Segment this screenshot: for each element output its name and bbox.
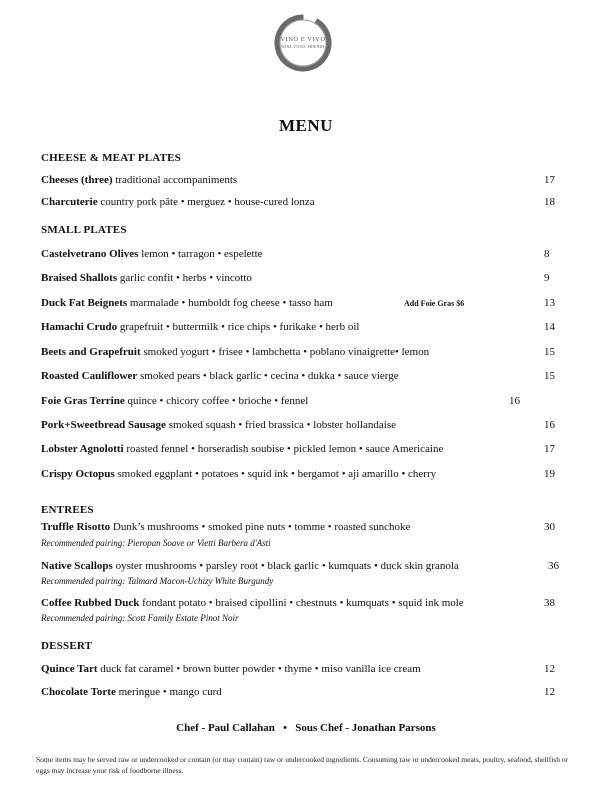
item-price: 12 — [544, 663, 555, 675]
menu-item — [41, 597, 581, 609]
item-name: Duck Fat Beignets — [41, 297, 128, 309]
item-price: 15 — [544, 370, 555, 382]
item-description: grapefruit • buttermilk • rice chips • furikake • herb oil — [117, 321, 360, 333]
menu-item — [41, 196, 581, 208]
wine-pairing: Recommended pairing: Pieropan Soave or Vietti Barbera d'Asti — [41, 538, 271, 548]
item-price: 13 — [544, 297, 555, 309]
item-name: Crispy Octopus — [41, 468, 115, 480]
chef-credits: Chef - Paul Callahan • Sous Chef - Jonathan Parsons — [176, 722, 436, 734]
item-description: oyster mushrooms • parsley root • black garlic • kumquats • duck skin granola — [112, 560, 459, 572]
item-description: traditional accompaniments — [112, 174, 238, 186]
menu-item — [41, 560, 581, 572]
logo-tagline: WINE, FOOD, FRIENDS — [281, 45, 325, 49]
item-name: Coffee Rubbed Duck — [41, 597, 140, 609]
item-price: 12 — [544, 686, 555, 698]
wine-pairing: Recommended pairing: Talmard Macon-Uchizy White Burgundy — [41, 576, 274, 586]
item-description: roasted fennel • horseradish soubise • pickled lemon • sauce Americaine — [123, 443, 444, 455]
item-price: 17 — [544, 174, 555, 186]
menu-item — [41, 419, 581, 431]
restaurant-logo — [272, 12, 334, 74]
food-safety-disclaimer: Some items may be served raw or undercooked or contain (or may contain) raw or undercooked ingredients. Consuming raw or undercooked meats, poultry, seafood, shellfish or eggs may increase your risk of foodborne illness. — [36, 755, 569, 775]
menu-item — [41, 370, 581, 382]
menu-item — [41, 272, 581, 284]
item-description: country pork pâte • merguez • house-cured lonza — [97, 196, 315, 208]
item-price: 30 — [544, 521, 555, 533]
item-name: Roasted Cauliflower — [41, 370, 138, 382]
menu-item — [41, 663, 581, 675]
item-description: smoked squash • fried brassica • lobster hollandaise — [165, 419, 397, 431]
item-description: lemon • tarragon • espelette — [138, 248, 263, 260]
item-description: smoked yogurt • frisee • lambchetta • poblano vinaigrette• lemon — [140, 346, 430, 358]
item-price: 18 — [544, 196, 555, 208]
item-description: garlic confit • herbs • vincotto — [117, 272, 252, 284]
item-price: 36 — [548, 560, 559, 572]
section-title-dessert: DESSERT — [41, 640, 93, 652]
item-price: 16 — [509, 395, 520, 407]
menu-item — [41, 174, 581, 186]
item-price: 15 — [544, 346, 555, 358]
item-price: 8 — [544, 248, 550, 260]
item-name: Native Scallops — [41, 560, 113, 572]
item-price: 38 — [544, 597, 555, 609]
section-title-cheese: CHEESE & MEAT PLATES — [41, 152, 182, 164]
menu-item — [41, 686, 581, 698]
item-name: Pork+Sweetbread Sausage — [41, 419, 166, 431]
item-description: marmalade • humboldt fog cheese • tasso ham — [127, 297, 333, 309]
section-title-entrees: ENTREES — [41, 504, 94, 516]
item-name: Braised Shallots — [41, 272, 118, 284]
item-description: smoked pears • black garlic • cecina • dukka • sauce vierge — [137, 370, 399, 382]
item-name: Hamachi Crudo — [41, 321, 118, 333]
item-price: 16 — [544, 419, 555, 431]
menu-item — [41, 248, 581, 260]
item-description: meringue • mango curd — [115, 686, 222, 698]
section-title-small-plates: SMALL PLATES — [41, 224, 127, 236]
item-description: duck fat caramel • brown butter powder • thyme • miso vanilla ice cream — [97, 663, 421, 675]
menu-title: MENU — [279, 116, 333, 135]
item-price: 14 — [544, 321, 555, 333]
item-name: Quince Tart — [41, 663, 98, 675]
item-name: Charcuterie — [41, 196, 98, 208]
item-description: Dunk’s mushrooms • smoked pine nuts • tomme • roasted sunchoke — [110, 521, 411, 533]
menu-item — [41, 346, 581, 358]
item-name: Foie Gras Terrine — [41, 395, 125, 407]
item-description: quince • chicory coffee • brioche • fennel — [124, 395, 309, 407]
item-description: fondant potato • braised cipollini • chestnuts • kumquats • squid ink mole — [139, 597, 464, 609]
item-name: Lobster Agnolotti — [41, 443, 124, 455]
menu-item — [41, 297, 581, 309]
logo-name: VINO E VIVO — [280, 36, 326, 43]
item-name: Cheeses (three) — [41, 174, 113, 186]
item-name: Truffle Risotto — [41, 521, 111, 533]
item-name: Castelvetrano Olives — [41, 248, 139, 260]
item-price: 19 — [544, 468, 555, 480]
wine-pairing: Recommended pairing: Scott Family Estate Pinot Noir — [41, 613, 239, 623]
menu-item — [41, 321, 581, 333]
menu-item — [41, 521, 581, 533]
item-price: 17 — [544, 443, 555, 455]
item-price: 9 — [544, 272, 550, 284]
add-on-note: Add Foie Gras $6 — [404, 299, 465, 308]
menu-item — [41, 443, 581, 455]
item-description: smoked eggplant • potatoes • squid ink • bergamot • aji amarillo • cherry — [114, 468, 437, 480]
menu-item — [41, 395, 581, 407]
menu-item — [41, 468, 581, 480]
logo-ring-icon — [272, 12, 334, 74]
item-name: Chocolate Torte — [41, 686, 116, 698]
item-name: Beets and Grapefruit — [41, 346, 141, 358]
